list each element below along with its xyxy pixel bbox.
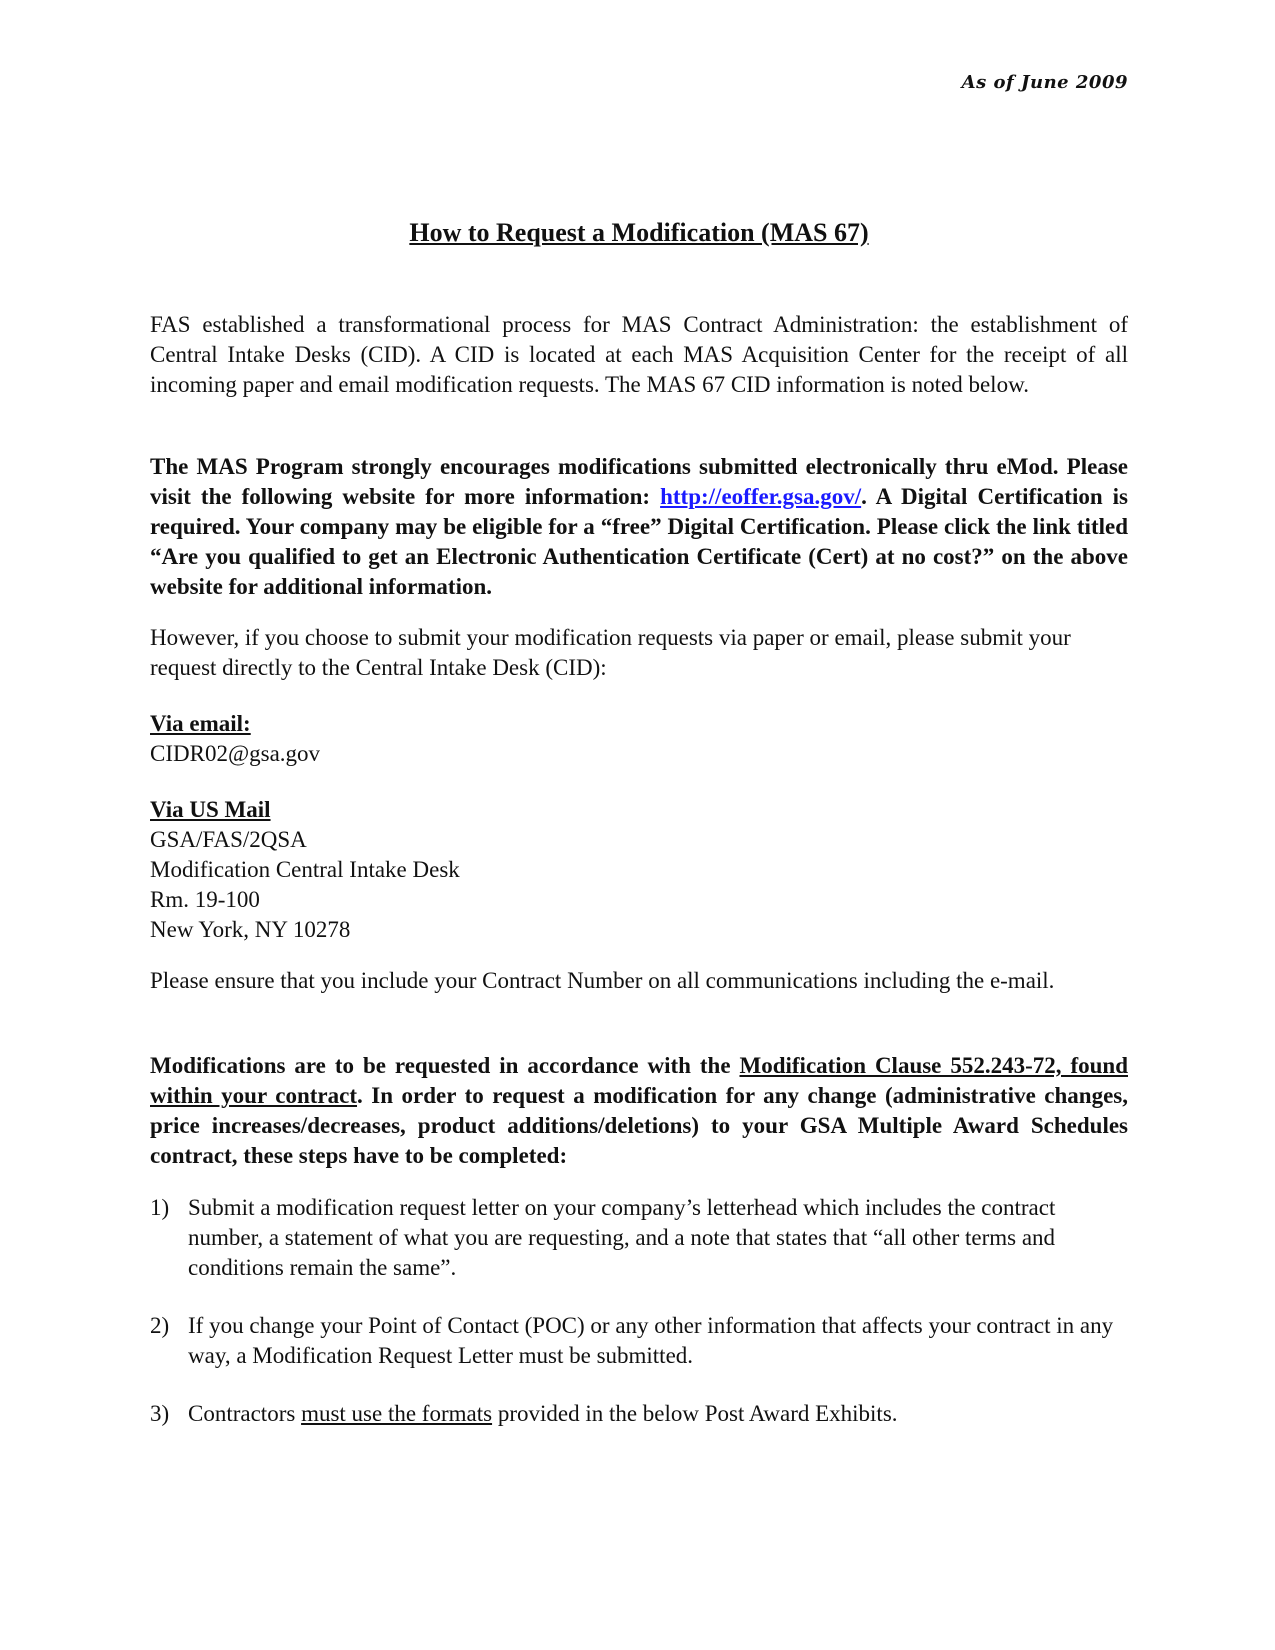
mail-address-line: Rm. 19-100 — [150, 887, 260, 912]
via-mail-heading: Via US Mail — [150, 797, 271, 822]
emod-paragraph — [150, 452, 1128, 602]
mail-address-line: GSA/FAS/2QSA — [150, 827, 307, 852]
step-number: 3) — [150, 1401, 170, 1426]
step-emphasis: must use the formats — [301, 1401, 493, 1426]
date-stamp: As of June 2009 — [961, 72, 1128, 93]
step-text: If you change your Point of Contact (POC) or any other information that affects your contract in any way, a Modification Request Letter must be submitted. — [188, 1313, 1114, 1368]
cid-email-address: CIDR02@gsa.gov — [150, 741, 321, 766]
eoffer-link[interactable]: http://eoffer.gsa.gov/ — [660, 484, 862, 509]
document-page — [150, 0, 1128, 1650]
paper-email-paragraph: However, if you choose to submit your modification requests via paper or email, please submit your request directly to the Central Intake Desk (CID): — [150, 625, 1071, 680]
step-text: Submit a modification request letter on your company’s letterhead which includes the contract number, a statement of what you are requesting, and a note that states that “all other terms and conditions remain the same”. — [188, 1195, 1056, 1280]
modifications-paragraph — [150, 1051, 1128, 1171]
steps-list — [150, 1193, 1128, 1429]
emod-text-before-link: The MAS Program strongly encourages modifications submitted electronically thru eMod. Please visit the following website for more information: — [150, 454, 1128, 509]
list-item — [150, 1193, 1128, 1283]
via-email-heading: Via email: — [150, 711, 251, 736]
via-mail-section — [150, 795, 1128, 945]
step-number: 1) — [150, 1195, 170, 1220]
contract-note-paragraph: Please ensure that you include your Contract Number on all communications including the e-mail. — [150, 968, 1055, 993]
step-text-before: Contractors — [188, 1401, 302, 1426]
mail-address-line: Modification Central Intake Desk — [150, 857, 460, 882]
step-text-after: provided in the below Post Award Exhibits. — [492, 1401, 898, 1426]
intro-paragraph: FAS established a transformational process for MAS Contract Administration: the establishment of Central Intake Desks (CID). A CID is located at each MAS Acquisition Center for the receipt of all incoming paper and email modification requests. The MAS 67 CID information is noted below. — [150, 312, 1128, 397]
modifications-text-before-clause: Modifications are to be requested in accordance with the — [150, 1053, 740, 1078]
page-title: How to Request a Modification (MAS 67) — [409, 218, 869, 247]
modifications-text-after-clause: . In order to request a modification for any change (administrative changes, price increases/decreases, product additions/deletions) to your GSA Multiple Award Schedules contract, these steps have to be completed: — [150, 1083, 1129, 1168]
list-item — [150, 1311, 1128, 1371]
mail-address-line: New York, NY 10278 — [150, 917, 351, 942]
step-number: 2) — [150, 1313, 170, 1338]
list-item — [150, 1399, 1128, 1429]
emod-text-after-link: . A Digital Certification is required. Your company may be eligible for a “free” Digital Certification. Please click the link titled “Are you qualified to get an Electronic Authentication Certificate (Cert) at no cost?” on the above website for additional information. — [150, 484, 1129, 599]
modification-clause: Modification Clause 552.243-72, found within your contract — [150, 1053, 1128, 1108]
via-email-section — [150, 709, 1128, 769]
